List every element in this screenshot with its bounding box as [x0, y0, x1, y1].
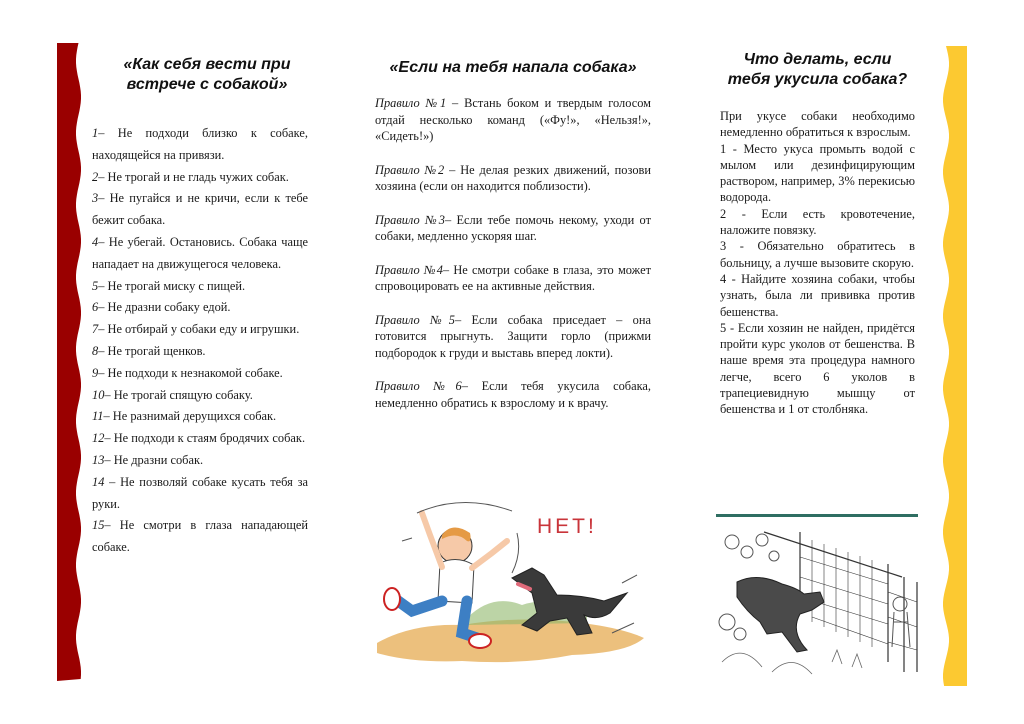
running-dog: [737, 577, 824, 652]
behavior-rule-item: [92, 450, 308, 472]
dog-behind-fence-illustration: [712, 522, 927, 682]
attack-rule-label: Правило №2: [375, 162, 445, 177]
attack-rule-item: [375, 95, 651, 145]
bite-step-item: 4 - Найдите хозяина собаки, чтобы узнать, была ли прививка против бешенства.: [720, 271, 915, 319]
bite-intro-text: При укусе собаки необходимо немедленно обратиться к взрослым.: [720, 109, 915, 140]
column-if-bitten: [720, 50, 915, 418]
rule-number: 6: [92, 300, 99, 315]
behavior-rule-item: [92, 406, 308, 428]
rule-text: Не убегай. Остановись. Собака чаще нападает на движущегося человека.: [92, 234, 308, 271]
left-band-shape: [57, 43, 81, 681]
column1-title: [92, 55, 308, 95]
rule-dash: –: [98, 300, 105, 315]
rule-dash: –: [98, 365, 105, 380]
rule-text: Не трогай миску с пищей.: [104, 278, 246, 293]
rule-dash: –: [98, 278, 105, 293]
rule-dash: –: [104, 518, 111, 533]
rule-number: 9: [92, 365, 99, 380]
behavior-rule-item: [92, 319, 308, 341]
rule-dash: –: [109, 474, 116, 489]
attack-rule-text: – Не делая резких движений, позови хозяина (если он находится поблизости).: [375, 162, 652, 193]
column3-title: [720, 50, 915, 90]
rule-number: 13: [92, 452, 105, 467]
rule-number: 5: [92, 278, 99, 293]
rule-dash: –: [98, 234, 105, 249]
attack-rule-text: – Если тебя укусила собака, немедленно обратись к взрослому и к врачу.: [375, 379, 652, 410]
attack-rule-item: [375, 162, 651, 195]
rule-number: 15: [92, 518, 105, 533]
boy-arm-right: [472, 541, 507, 568]
rule-number: 4: [92, 234, 99, 249]
rule-number: 7: [92, 322, 99, 337]
rule-dash: –: [98, 126, 105, 140]
ground-shape: [377, 619, 644, 662]
boy-running-from-dog-illustration: [372, 483, 650, 678]
attack-rule-item: [375, 262, 651, 295]
rule-text: Не разнимай дерущихся собак.: [109, 409, 277, 424]
rule-dash: –: [98, 169, 105, 184]
rule-text: Не трогай спящую собаку.: [110, 387, 253, 402]
attack-rule-text: – Не смотри собаке в глаза, это может спровоцировать ее на активные действия.: [375, 262, 651, 293]
attack-rule-label: Правило №4: [375, 262, 443, 277]
rule-dash: –: [98, 191, 105, 206]
rule-text: Не дразни собак.: [110, 452, 204, 467]
rule-text: Не позволяй собаке кусать тебя за руки.: [92, 474, 308, 511]
rule-text: Не дразни собаку едой.: [104, 300, 231, 315]
grass-lines: [722, 650, 862, 674]
bite-step-item: 3 - Обязательно обратитесь в больницу, а лучше вызовите скорую.: [720, 239, 915, 270]
rule-text: Не подходи к незнакомой собаке.: [104, 365, 283, 380]
behavior-rule-item: [92, 297, 308, 319]
rule-text: Не пугайся и не кричи, если к тебе бежит собака.: [92, 191, 308, 228]
behavior-rule-item: [92, 385, 308, 407]
rule-text: Не подходи близко к собаке, находящейся на привязи.: [92, 126, 308, 162]
rule-text: Не отбирай у собаки еду и игрушки.: [104, 322, 300, 337]
rule-dash: –: [103, 409, 110, 424]
column-how-to-behave: [92, 55, 308, 559]
illustration-divider: [716, 514, 918, 517]
rule-dash: –: [98, 322, 105, 337]
attack-rule-label: Правило №6: [375, 379, 462, 393]
behavior-rule-item: [92, 515, 308, 559]
rule-number: 2: [92, 169, 99, 184]
right-band-path: [943, 46, 967, 686]
behavior-rule-item: [92, 363, 308, 385]
attack-rule-label: Правило №1: [375, 96, 447, 110]
column3-title-line1: Что делать, если: [743, 51, 892, 68]
bite-steps-list: [720, 141, 915, 418]
column1-title-line1: «Как себя вести при: [123, 56, 291, 73]
behavior-rule-item: [92, 188, 308, 232]
rule-number: 1: [92, 126, 99, 140]
attack-rule-label: Правило №5: [375, 312, 455, 327]
bite-step-item: 1 - Место укуса промыть водой с мылом или дезинфицирующим раствором, например, 3% перекисью водорода.: [720, 141, 915, 205]
column-if-attacked: [375, 58, 651, 428]
behavior-rules-list: [92, 123, 308, 559]
attack-rule-item: [375, 312, 651, 362]
bite-step-item: 2 - Если есть кровотечение, наложите повязку.: [720, 206, 915, 238]
rule-dash: –: [104, 387, 111, 402]
attack-rule-label: Правило №3: [375, 212, 445, 227]
attack-rules-list: [375, 95, 651, 411]
attack-rule-item: [375, 378, 651, 411]
attack-rule-item: [375, 212, 651, 245]
rule-number: 8: [92, 343, 99, 358]
right-band-shape: [943, 46, 967, 686]
attack-rule-text: – Встань боком и твердым голосом отдай несколько команд («Фу!», «Нельзя!», «Сидеть!»): [375, 96, 652, 143]
rule-text: Не подходи к стаям бродячих собак.: [110, 431, 306, 446]
child-figure: [892, 597, 910, 647]
column2-title: «Если на тебя напала собака»: [389, 59, 637, 76]
rule-text: Не трогай щенков.: [104, 343, 206, 358]
rule-number: 11: [92, 409, 104, 424]
rule-dash: –: [104, 431, 111, 446]
boy-shoe-left: [384, 588, 400, 610]
rule-text: Не смотри в глаза нападающей собаке.: [92, 518, 308, 555]
behavior-rule-item: [92, 341, 308, 363]
behavior-rule-item: [92, 167, 308, 189]
boy-shoe-right: [469, 634, 491, 648]
right-decorative-band: [943, 46, 967, 686]
rule-number: 14: [92, 474, 110, 489]
rule-dash: –: [104, 452, 111, 467]
left-decorative-band: [57, 43, 81, 681]
rule-text: Не трогай и не гладь чужих собак.: [104, 169, 289, 184]
column1-title-line2: встрече с собакой»: [126, 76, 288, 93]
behavior-rule-item: [92, 276, 308, 298]
behavior-rule-item: [92, 232, 308, 276]
attack-rule-text: – Если собака приседает – она готовится прыгнуть. Защити горло (прижми подбородок к груди и выставь вперед локти).: [375, 312, 651, 360]
attack-rule-text: – Если тебе помочь некому, уходи от собаки, медленно ускоряя шаг.: [375, 212, 651, 243]
column3-title-line2: тебя укусила собака?: [727, 71, 908, 88]
rule-dash: –: [98, 343, 105, 358]
rule-number: 12: [92, 431, 105, 446]
behavior-rule-item: [92, 428, 308, 450]
rule-number: 3: [92, 191, 99, 206]
behavior-rule-item: [92, 123, 308, 167]
left-band-path: [57, 43, 81, 681]
exclamation-text: НЕТ!: [537, 515, 597, 538]
bite-step-item: 5 - Если хозяин не найден, придётся пройти курс уколов от бешенства. В наше время эта процедура намного легче, всего 6 уколов в трапециевидную мышцу от бешенства и 1 от столбняка.: [720, 320, 915, 417]
rule-number: 10: [92, 387, 105, 402]
behavior-rule-item: [92, 472, 308, 516]
